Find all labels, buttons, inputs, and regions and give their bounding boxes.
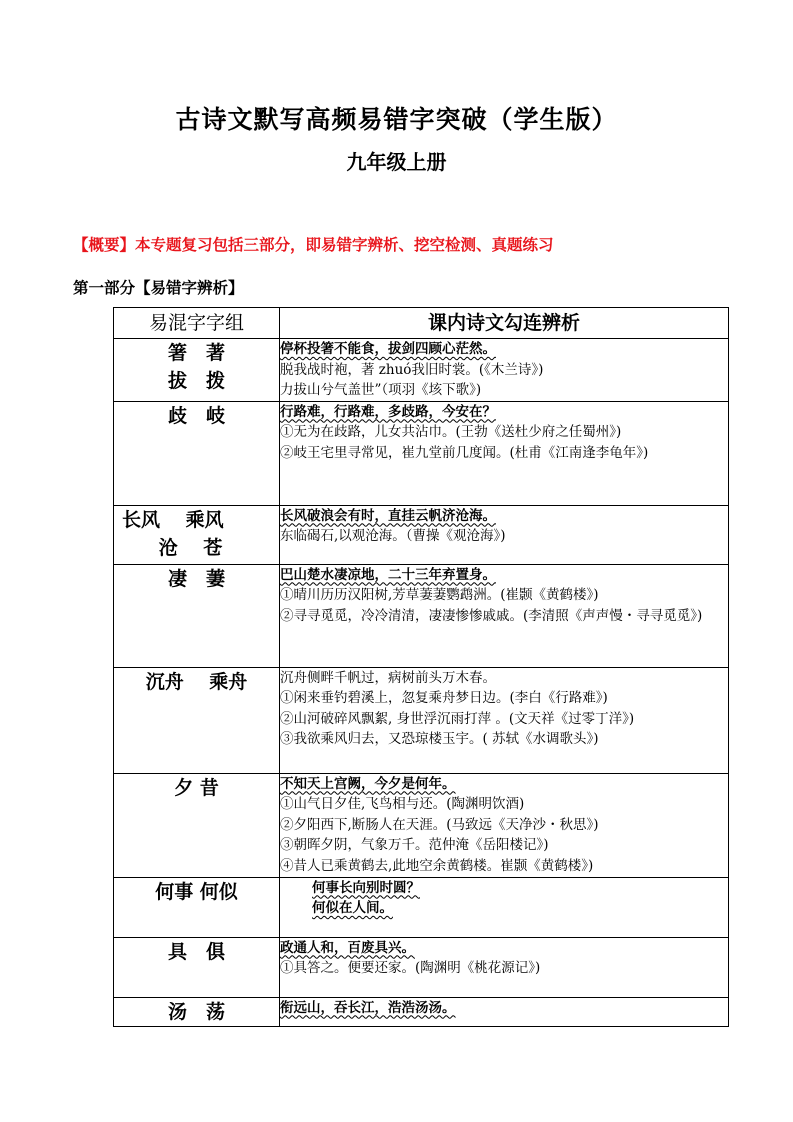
char-group: 何事 何似 bbox=[155, 880, 238, 903]
char-group-cell bbox=[114, 667, 280, 773]
char-group: 歧 岐 bbox=[167, 404, 225, 427]
poem-line: 力拔山兮气盖世”（项羽《垓下歌》) bbox=[280, 382, 482, 398]
part-heading: 第一部分【易错字辨析】 bbox=[73, 278, 244, 297]
char-group: 沉舟 乘舟 bbox=[145, 670, 248, 693]
analysis-cell bbox=[280, 773, 729, 877]
analysis-cell bbox=[280, 877, 729, 937]
poem-line: ③朝晖夕阴，气象万千。范仲淹《岳阳楼记》) bbox=[280, 837, 549, 853]
char-group-cell bbox=[114, 401, 280, 505]
analysis-cell bbox=[280, 564, 729, 667]
char-group-cell bbox=[114, 505, 280, 564]
char-group: 沧 苍 bbox=[152, 536, 223, 559]
poem-line: ①无为在歧路，儿女共沾巾。(王勃《送杜少府之任蜀州》) bbox=[280, 424, 622, 440]
poem-line: ①闲来垂钓碧溪上，忽复乘舟梦日边。(李白《行路难》) bbox=[280, 690, 608, 706]
table-row bbox=[114, 773, 729, 877]
analysis-cell bbox=[280, 505, 729, 564]
analysis-table bbox=[113, 307, 729, 1027]
header-analysis: 课内诗文勾连辨析 bbox=[280, 308, 729, 339]
key-line: 停杯投箸不能食，拔剑四顾心茫然。 bbox=[280, 341, 496, 357]
poem-line: 脱我战时袍，著 zhuó我旧时裳。(《木兰诗》) bbox=[280, 361, 544, 378]
char-group: 汤 荡 bbox=[167, 1000, 225, 1023]
char-group-cell bbox=[114, 937, 280, 997]
table-row bbox=[114, 877, 729, 937]
table-row bbox=[114, 997, 729, 1026]
analysis-cell bbox=[280, 937, 729, 997]
key-line: 长风破浪会有时，直挂云帆济沧海。 bbox=[280, 507, 496, 524]
key-line: 何事长向别时圆？ bbox=[312, 879, 420, 896]
analysis-cell bbox=[280, 667, 729, 773]
char-group-cell bbox=[114, 773, 280, 877]
poem-line: ②岐王宅里寻常见，崔九堂前几度闻。(杜甫《江南逢李龟年》) bbox=[280, 444, 649, 461]
char-group-cell bbox=[114, 339, 280, 402]
poem-line: ②山河破碎风飘絮, 身世浮沉雨打萍 。(文天祥《过零丁洋》) bbox=[280, 710, 635, 727]
table-header-row bbox=[114, 308, 729, 339]
page-title: 古诗文默写高频易错字突破（学生版） bbox=[175, 105, 618, 134]
key-line: 衔远山，吞长江，浩浩汤汤。 bbox=[280, 999, 456, 1016]
poem-line: ①具答之。便要还家。(陶渊明《桃花源记》) bbox=[280, 960, 541, 976]
table-row bbox=[114, 401, 729, 505]
table-row bbox=[114, 564, 729, 667]
key-line: 何似在人间。 bbox=[312, 900, 393, 916]
table-row bbox=[114, 339, 729, 402]
page-subtitle: 九年级上册 bbox=[346, 150, 447, 174]
char-group: 凄 萋 bbox=[167, 567, 225, 590]
key-line: 巴山楚水凄凉地，二十三年弃置身。 bbox=[280, 566, 496, 583]
char-group-cell bbox=[114, 564, 280, 667]
char-group: 长风 乘风 bbox=[122, 508, 224, 531]
analysis-cell bbox=[280, 339, 729, 402]
table-row bbox=[114, 505, 729, 564]
char-group: 夕 昔 bbox=[174, 776, 219, 799]
char-group-cell bbox=[114, 877, 280, 937]
table-row bbox=[114, 667, 729, 773]
analysis-cell bbox=[280, 401, 729, 505]
summary-text: 【概要】本专题复习包括三部分，即易错字辨析、挖空检测、真题练习 bbox=[73, 235, 554, 254]
key-line: 行路难，行路难，多歧路，今安在？ bbox=[280, 403, 496, 420]
char-group: 箸 著 bbox=[167, 342, 225, 364]
char-group: 拔 拨 bbox=[167, 370, 225, 392]
poem-line: ①晴川历历汉阳树,芳草萋萋鹦鹉洲。(崔颢《黄鹤楼》) bbox=[280, 587, 599, 603]
header-char-group: 易混字字组 bbox=[114, 308, 280, 339]
poem-line: ③我欲乘风归去，又恐琼楼玉宇。( 苏轼《水调歌头》) bbox=[280, 731, 599, 747]
poem-line: ④昔人已乘黄鹤去,此地空余黄鹤楼。崔颢《黄鹤楼》) bbox=[280, 857, 594, 874]
poem-line: ②寻寻觅觅，冷冷清清，凄凄惨惨戚戚。(李清照《声声慢・寻寻觅觅》) bbox=[280, 607, 703, 624]
char-group-cell bbox=[114, 997, 280, 1026]
poem-line: 沉舟侧畔千帆过，病树前头万木春。 bbox=[280, 669, 496, 686]
poem-line: ②夕阳西下,断肠人在天涯。(马致远《天净沙・秋思》) bbox=[280, 816, 599, 833]
table-row bbox=[114, 937, 729, 997]
key-line: 不知天上宫阙，今夕是何年。 bbox=[280, 775, 456, 792]
char-group: 具 俱 bbox=[167, 940, 225, 963]
analysis-cell bbox=[280, 997, 729, 1026]
poem-line: ①山气日夕佳,飞鸟相与还。(陶渊明饮酒) bbox=[280, 796, 525, 812]
key-line: 政通人和，百废具兴。 bbox=[280, 939, 415, 956]
poem-line: 东临碣石,以观沧海。（曹操《观沧海》) bbox=[280, 528, 506, 544]
